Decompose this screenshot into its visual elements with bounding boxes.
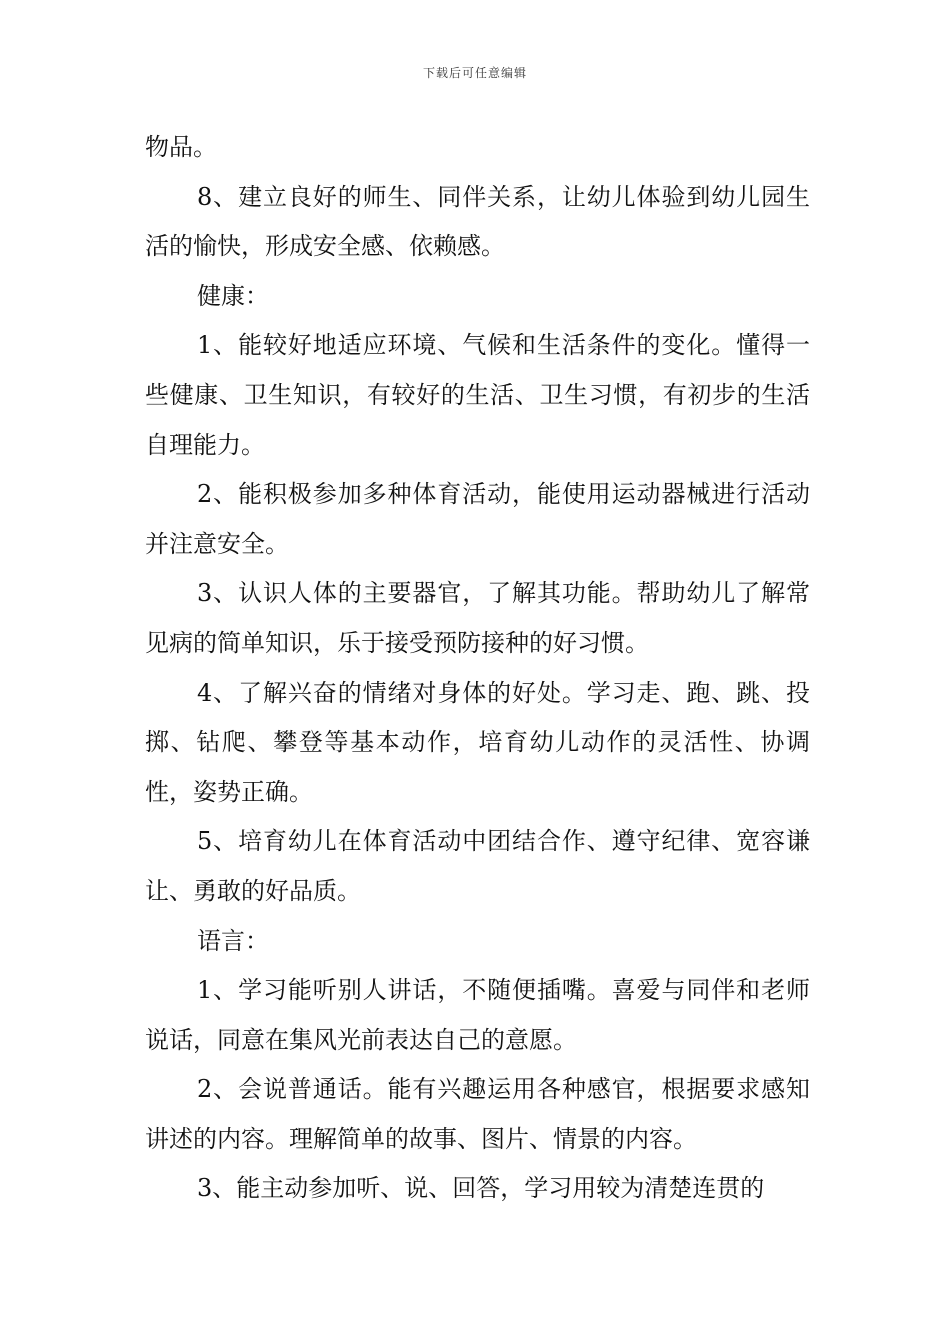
health-item-4: 4、了解兴奋的情绪对身体的好处。学习走、跑、跳、投掷、钻爬、攀登等基本动作，培育幼儿动作的灵活性、协调性，姿势正确。 xyxy=(145,678,810,806)
language-item-2: 2、会说普通话。能有兴趣运用各种感官，根据要求感知讲述的内容。理解简单的故事、图片、情景的内容。 xyxy=(145,1075,810,1153)
health-item-1: 1、能较好地适应环境、气候和生活条件的变化。懂得一些健康、卫生知识，有较好的生活、卫生习惯，有初步的生活自理能力。 xyxy=(145,331,810,459)
health-item-5: 5、培育幼儿在体育活动中团结合作、遵守纪律、宽容谦让、勇敢的好品质。 xyxy=(145,827,810,905)
language-item-3: 3、能主动参加听、说、回答，学习用较为清楚连贯的 xyxy=(197,1174,765,1203)
health-item-2: 2、能积极参加多种体育活动，能使用运动器械进行活动并注意安全。 xyxy=(145,480,810,558)
health-item-3: 3、认识人体的主要器官，了解其功能。帮助幼儿了解常见病的简单知识，乐于接受预防接种的好习惯。 xyxy=(145,579,810,657)
paragraph-item-8: 8、建立良好的师生、同伴关系，让幼儿体验到幼儿园生活的愉快，形成安全感、依赖感。 xyxy=(145,182,810,261)
language-item-1: 1、学习能听别人讲话，不随便插嘴。喜爱与同伴和老师说话，同意在集风光前表达自己的意愿。 xyxy=(145,976,810,1054)
page-header: 下载后可任意编辑 xyxy=(422,66,527,80)
section-heading-health: 健康： xyxy=(197,281,269,310)
paragraph-continuation: 物品。 xyxy=(145,133,217,161)
section-heading-language: 语言： xyxy=(197,926,269,955)
document-body xyxy=(145,123,810,1214)
